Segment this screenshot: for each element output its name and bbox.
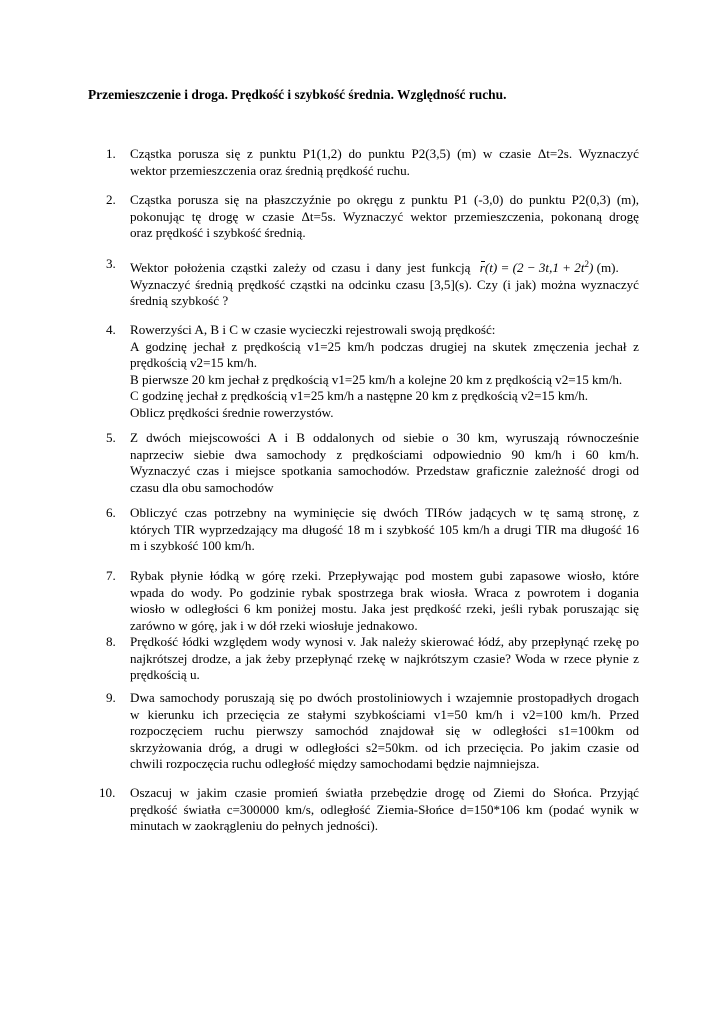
problem-line: zarówno w górę, jak i w dół rzeki wiosłuje jednakowo.: [130, 617, 418, 633]
problem-text: [130, 192, 639, 242]
formula-exponent: 2: [584, 259, 589, 269]
problem-text: [130, 146, 639, 179]
problem-line: średnią szybkość ?: [130, 293, 229, 309]
problem-line: Rowerzyści A, B i C w czasie wycieczki rejestrowali swoją prędkość:: [130, 322, 496, 337]
problem-line-end: (m).: [596, 260, 619, 275]
problem-line: Cząstka porusza się na płaszczyźnie po okręgu z punktu P1 (-3,0) do punktu P2(0,3) (m),: [130, 192, 639, 207]
page-title: Przemieszczenie i droga. Prędkość i szybkość średnia. Względność ruchu.: [88, 87, 507, 102]
problem-text: [130, 568, 639, 634]
problem-line: minutach w zaokrągleniu do pełnych jedności).: [130, 818, 378, 834]
problem-number: 7.: [106, 568, 116, 583]
problem-line: czasu dla obu samochodów: [130, 479, 274, 495]
problem-text: [130, 256, 639, 310]
problem-line: wiosło w odległości 6 km poniżej mostu. Jaka jest prędkość rzeki, jeśli rybak poruszając się: [130, 601, 639, 617]
problem-line: prędkością v2=15 km/h.: [130, 355, 258, 371]
problem-line-with-formula: [130, 256, 639, 277]
problem-line: pokonując tę drogę w czasie Δt=5s. Wyznaczyć wektor przemieszczenia, pokonaną drogę: [130, 208, 639, 224]
problem-line: Cząstka porusza się z punktu P1(1,2) do punktu P2(3,5) (m) w czasie Δt=2s. Wyznaczyć: [130, 146, 639, 161]
problem-text: [130, 322, 639, 422]
problem-line: oraz prędkość i szybkość średnią.: [130, 225, 306, 241]
problem-line: Z dwóch miejscowości A i B oddalonych od siebie o 30 km, wyruszają równocześnie: [130, 430, 639, 445]
problem-line: wpada do wody. Po godzinie rybak spostrzega brak wiosła. Wraca z powrotem i dogania: [130, 584, 639, 600]
problem-number: 4.: [106, 322, 116, 337]
problem-number: 8.: [106, 634, 116, 649]
problem-number: 3.: [106, 256, 116, 271]
problem-line: B pierwsze 20 km jechał z prędkością v1=25 km/h a kolejne 20 km z prędkością v2=15 km/h.: [130, 371, 623, 387]
problem-text: [130, 785, 639, 835]
problem-line: Wyznaczyć czas i miejsce spotkania samochodów. Przedstaw graficznie zależność drogi od: [130, 463, 639, 479]
problem-line: prędkość światła c=300000 km/s, odległość Ziemia-Słońce d=150*106 km (podać wynik w: [130, 801, 639, 817]
problem-number: 6.: [106, 505, 116, 520]
problem-line: najkrótszej drodze, a jak żeby przepłynąć rzekę w najkrótszym czasie? Woda w rzece płynie z: [130, 650, 639, 666]
problem-line: C godzinę jechał z prędkością v1=25 km/h a następne 20 km z prędkością v2=15 km/h.: [130, 388, 589, 404]
problem-line: Dwa samochody poruszają się po dwóch prostoliniowych i wzajemnie prostopadłych drogach: [130, 690, 639, 705]
problem-line: Prędkość łódki względem wody wynosi v. Jak należy skierować łódź, aby przepłynąć rzekę po: [130, 634, 639, 649]
problem-number: 5.: [106, 430, 116, 445]
problem-number: 9.: [106, 690, 116, 705]
problem-number: 10.: [99, 785, 116, 800]
problem-line: Oszacuj w jakim czasie promień światła przebędzie drogę od Ziemi do Słońca. Przyjąć: [130, 785, 639, 800]
problem-line: skrzyżowania dróg, a drugi w odległości s2=50km. od ich przecięcia. Po jakim czasie od: [130, 739, 639, 755]
problem-line: w kierunku ich przecięcia ze stałymi szybkościami v1=50 km/h i v2=100 km/h. Przed: [130, 706, 639, 722]
problem-text: [130, 690, 639, 773]
problem-line: Rybak płynie łódką w górę rzeki. Przepływając pod mostem gubi zapasowe wiosło, które: [130, 568, 639, 583]
problem-line: Obliczyć czas potrzebny na wyminięcie się dwóch TIRów jadących w tę samą stronę, z: [130, 505, 639, 520]
problem-line: A godzinę jechał z prędkością v1=25 km/h podczas drugiej na skutek zmęczenia jechał z: [130, 338, 639, 354]
problem-text: [130, 430, 639, 496]
problem-line: Oblicz prędkości średnie rowerzystów.: [130, 404, 334, 420]
problem-line: m i szybkość 100 km/h.: [130, 538, 255, 554]
problem-number: 2.: [106, 192, 116, 207]
problem-line: prędkością u.: [130, 667, 200, 683]
formula-args: (t) = (2 − 3t,1 + 2t: [484, 260, 585, 275]
problem-line: rozpoczęciem ruchu pierwszy samochód znajdował się w odległości s1=100km od: [130, 723, 639, 739]
problem-line: wektor przemieszczenia oraz średnią prędkość ruchu.: [130, 162, 410, 178]
problem-line: których TIR wyprzedzający ma długość 18 m i szybkość 105 km/h a drugi TIR ma długość 16: [130, 521, 639, 537]
formula-close: ): [588, 260, 594, 275]
vector-symbol: r: [479, 260, 485, 275]
problem-line-start: Wektor położenia cząstki zależy od czasu i dany jest funkcją: [130, 260, 471, 275]
problem-number: 1.: [106, 146, 116, 161]
position-vector-formula: [480, 260, 594, 275]
problem-text: [130, 505, 639, 555]
problem-line: naprzeciw siebie dwa samochody z prędkościami odpowiednio 90 km/h i 60 km/h.: [130, 446, 639, 462]
problem-text: [130, 634, 639, 684]
problem-line: Wyznaczyć średnią prędkość cząstki na odcinku czasu [3,5](s). Czy (i jak) można wyznaczyć: [130, 276, 639, 292]
problem-line: chwili rozpoczęcia ruchu odległość między samochodami będzie najmniejsza.: [130, 756, 540, 772]
